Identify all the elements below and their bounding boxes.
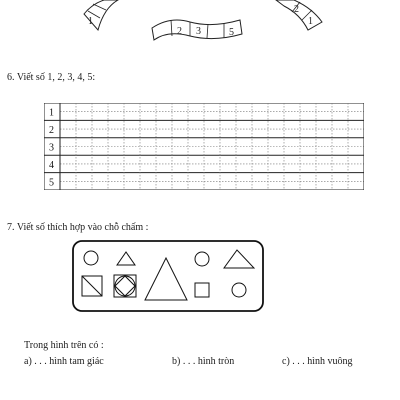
center-strip-digit-4: 5 bbox=[229, 27, 234, 38]
shapes-box bbox=[72, 240, 264, 312]
right-curved-strip bbox=[276, 0, 322, 30]
left-strip-digit: 1 bbox=[88, 16, 93, 27]
small-circle-bottom-right bbox=[232, 283, 246, 297]
small-circle-top-right bbox=[195, 252, 209, 266]
top-number-strips bbox=[0, 0, 400, 50]
small-triangle-top bbox=[117, 252, 135, 265]
center-strip-digit-1: 2 bbox=[177, 26, 182, 37]
answer-triangles[interactable]: a) . . . hình tam giác bbox=[24, 356, 104, 367]
center-strip-digit-2: 3 bbox=[196, 26, 201, 37]
center-wavy-strip bbox=[152, 20, 242, 40]
slanted-triangle bbox=[224, 250, 254, 268]
right-strip-digit-2: 1 bbox=[308, 16, 313, 27]
square-with-diagonal bbox=[82, 276, 102, 296]
exercise-7-title: 7. Viết số thích hợp vào chỗ chấm : bbox=[7, 222, 149, 233]
exercise-6-title: 6. Viết số 1, 2, 3, 4, 5: bbox=[7, 72, 96, 83]
grid-row-label: 5 bbox=[49, 177, 54, 189]
grid-row-label: 1 bbox=[49, 107, 54, 119]
small-square bbox=[195, 283, 209, 297]
answer-squares[interactable]: c) . . . hình vuông bbox=[282, 356, 353, 367]
writing-grid-lines bbox=[44, 103, 364, 190]
writing-grid bbox=[44, 103, 364, 190]
question-text: Trong hình trên có : bbox=[24, 340, 104, 351]
square-with-circle-and-diamond bbox=[114, 275, 136, 297]
grid-row-label: 4 bbox=[49, 159, 54, 171]
grid-row-label: 3 bbox=[49, 142, 54, 154]
right-strip-digit-1: 2 bbox=[294, 4, 299, 15]
answer-circles[interactable]: b) . . . hình tròn bbox=[172, 356, 235, 367]
grid-row-label: 2 bbox=[49, 125, 54, 137]
left-curved-strip bbox=[84, 0, 118, 30]
small-circle-top-left bbox=[84, 251, 98, 265]
large-triangle bbox=[145, 258, 187, 300]
